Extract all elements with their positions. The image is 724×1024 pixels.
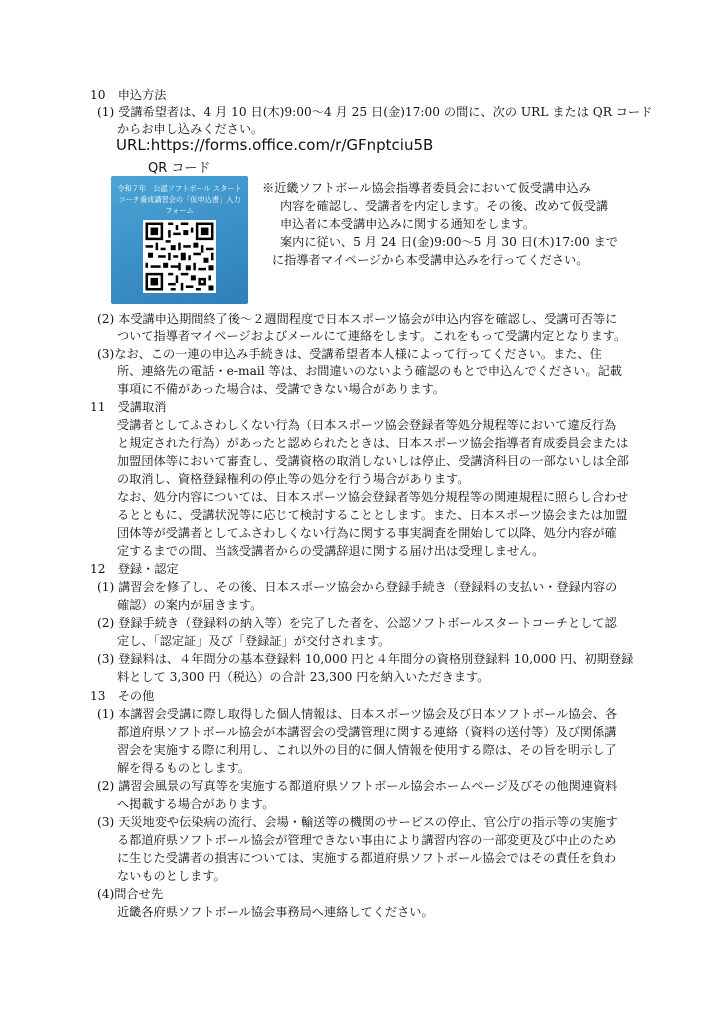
text-line: 13 その他 [90, 689, 155, 703]
qr-card-title-line3: フォーム [165, 206, 194, 215]
note-line: 内容を確認し、受講者を内定します。その後、改めて仮受講 [280, 199, 609, 213]
text-line: 所、連絡先の電話・e-mail 等は、お間違いのないよう確認のもとで申込んでください。記載 [117, 364, 622, 378]
text-line: (3) 登録料は、４年間分の基本登録料 10,000 円と４年間分の資格別登録料 10,000 円、初期登録 [97, 652, 634, 666]
qr-code-card[interactable] [111, 176, 248, 304]
text-line: 受講者としてふさわしくない行為（日本スポーツ協会登録者等処分規程等において違反行為 [117, 418, 617, 432]
text-line: 確認）の案内が届きます。 [117, 598, 263, 612]
text-line: 11 受講取消 [90, 400, 167, 414]
note-line: ※近畿ソフトボール協会指導者委員会において仮受講申込み [262, 181, 591, 195]
qr-label: QR コード [148, 161, 211, 176]
text-line: 定するまでの間、当該受講者からの受講辞退に関する届け出は受理しません。 [117, 544, 545, 558]
text-line: (1) 講習会を修了し、その後、日本スポーツ協会から登録手続き（登録料の支払い・登録内容の [97, 580, 618, 594]
note-line: に指導者マイページから本受講申込みを行ってください。 [272, 253, 589, 267]
text-line: 加盟団体等において審査し、受講資格の取消しないしは停止、受講済科目の一部ないしは全部 [117, 454, 629, 468]
qr-code-icon [143, 220, 216, 293]
text-line: (3)なお、この一連の申込み手続きは、受講希望者本人様によって行ってください。また、住 [97, 347, 602, 361]
text-line: 10 申込方法 [90, 88, 167, 102]
text-line: の取消し、資格登録権利の停止等の処分を行う場合があります。 [117, 472, 470, 486]
text-line: 都道府県ソフトボール協会が本講習会の受講管理に関する連絡（資料の送付等）及び関係講 [117, 725, 617, 739]
text-line: へ掲載する場合があります。 [117, 797, 275, 811]
text-line: 習会を実施する際に利用し、これ以外の目的に個人情報を使用する際は、その旨を明示し了 [117, 743, 617, 757]
note-line: 申込者に本受講申込みに関する通知をします。 [280, 217, 535, 231]
text-line: 料として 3,300 円（税込）の合計 23,300 円を納入いただきます。 [117, 670, 490, 684]
text-line: (2) 講習会風景の写真等を実施する都道府県ソフトボール協会ホームページ及びその他関連資料 [97, 779, 618, 793]
text-line: 近畿各府県ソフトボール協会事務局へ連絡してください。 [117, 905, 434, 919]
text-line: 解を得るものとします。 [117, 761, 251, 775]
text-line: 12 登録・認定 [90, 562, 179, 576]
text-line: (3) 天災地変や伝染病の流行、会場・輸送等の機関のサービスの停止、官公庁の指示等の実施す [97, 815, 618, 829]
text-line: るとともに、受講状況等に応じて検討することとします。また、日本スポーツ協会または加盟 [117, 508, 628, 522]
text-line: (1) 本講習会受講に際し取得した個人情報は、日本スポーツ協会及び日本ソフトボール協会、各 [97, 707, 618, 721]
note-line: 案内に従い、5 月 24 日(金)9:00～5 月 30 日(木)17:00 まで [280, 235, 618, 249]
text-line: 団体等が受講者としてふさわしくない行為に関する事実調査を開始して以降、処分内容が確 [117, 526, 617, 540]
text-line: と規定された行為）があったと認められたときは、日本スポーツ協会指導者育成委員会または [117, 436, 629, 450]
text-line: 事項に不備があった場合は、受講できない場合があります。 [117, 382, 445, 396]
qr-card-title-line2: コーチ養成講習会の「仮申込書」入力 [118, 195, 241, 204]
text-line: (2) 本受講申込期間終了後～２週間程度で日本スポーツ協会が申込内容を確認し、受講可否等に [97, 312, 618, 326]
text-line: (4)問合せ先 [97, 887, 164, 901]
text-line: (2) 登録手続き（登録料の納入等）を完了した者を、公認ソフトボールスタートコーチとして認 [97, 616, 617, 630]
text-line: (1) 受講希望者は、4 月 10 日(木)9:00～4 月 25 日(金)17:00 の間に、次の URL または QR コード [97, 105, 653, 119]
qr-code-image [143, 220, 216, 293]
text-line: に生じた受講者の損害については、実施する都道府県ソフトボール協会ではその責任を負わ [117, 851, 617, 865]
application-url[interactable]: URL:https://forms.office.com/r/GFnptciu5B [116, 136, 434, 154]
text-line: からお申し込みください。 [117, 122, 264, 136]
text-line: ついて指導者マイページおよびメールにて連絡をします。これをもって受講内定となります。 [117, 329, 627, 343]
qr-card-title-line1: 令和７年 公認ソフトボール スタート [117, 184, 242, 193]
text-line: 定し、「認定証」及び「登録証」が交付されます。 [117, 634, 391, 648]
text-line: なお、処分内容については、日本スポーツ協会登録者等処分規程等の関連規程に照らし合わせ [117, 490, 629, 504]
text-line: る都道府県ソフトボール協会が管理できない事由により講習内容の一部変更及び中止のため [117, 833, 617, 847]
text-line: ないものとします。 [117, 869, 226, 883]
